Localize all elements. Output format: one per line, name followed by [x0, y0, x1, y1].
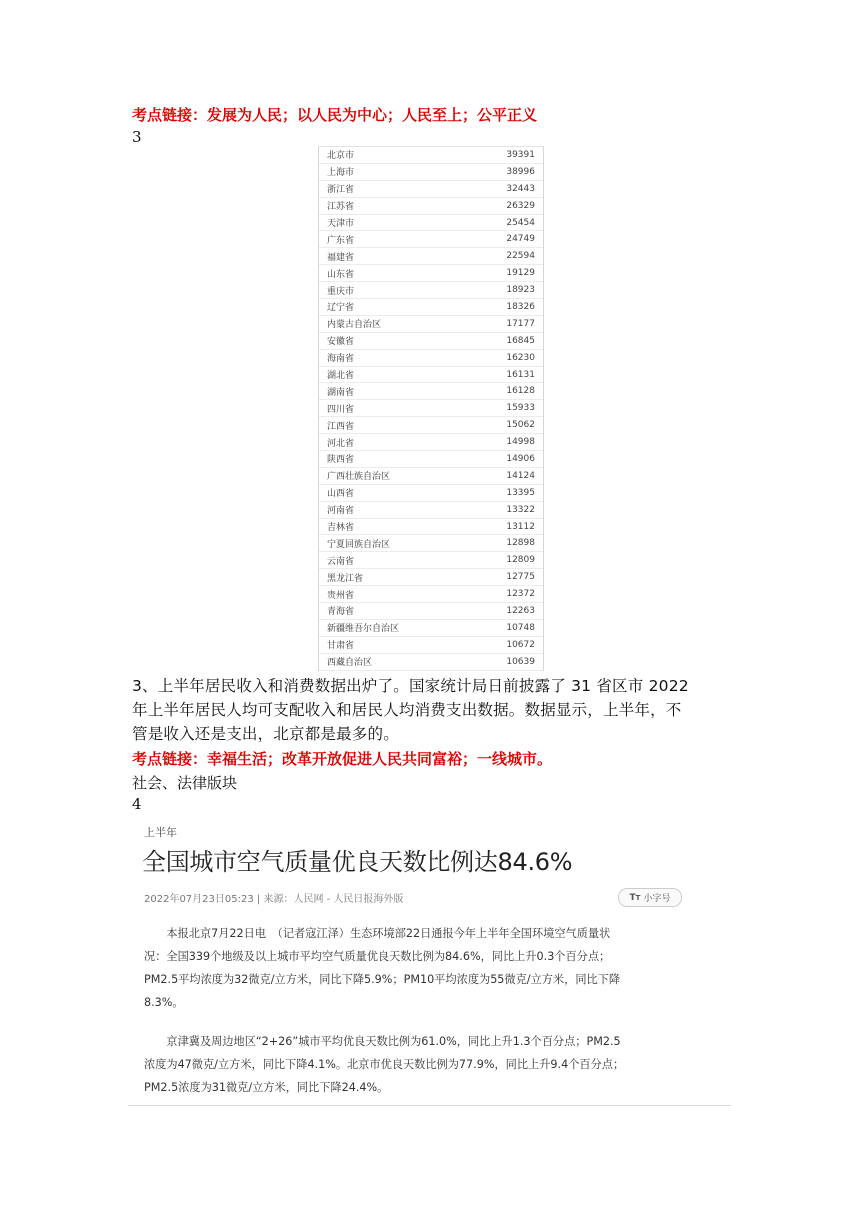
income-value: 24749	[506, 234, 535, 245]
income-value: 13395	[506, 487, 535, 498]
font-size-icon: TT	[629, 892, 641, 903]
table-row	[319, 383, 543, 400]
region-name: 湖北省	[327, 371, 355, 382]
table-row	[319, 164, 543, 181]
table-row	[319, 654, 543, 671]
news-p2-line: 京津冀及周边地区“2+26”城市平均优良天数比例为61.0%，同比上升1.3个百分点；PM2.5	[144, 1035, 621, 1048]
income-value: 15062	[506, 420, 535, 431]
table-row	[319, 215, 543, 232]
news-article-screenshot	[128, 818, 731, 1108]
paragraph-3-line-3: 管是收入还是支出，北京都是最多的。	[132, 725, 399, 743]
region-name: 贵州省	[327, 590, 355, 601]
table-row	[319, 569, 543, 586]
region-name: 陕西省	[327, 455, 355, 466]
income-value: 14906	[506, 453, 535, 464]
income-value: 16131	[506, 369, 535, 380]
table-row	[319, 282, 543, 299]
table-row	[319, 333, 543, 350]
region-name: 江苏省	[327, 202, 355, 213]
region-name: 内蒙古自治区	[327, 320, 382, 331]
region-name: 四川省	[327, 404, 355, 415]
table-row	[319, 519, 543, 536]
item-number-3: 3	[132, 128, 142, 146]
income-value: 19129	[506, 268, 535, 279]
region-name: 青海省	[327, 607, 355, 618]
income-value: 32443	[506, 183, 535, 194]
paragraph-3-line-2: 年上半年居民人均可支配收入和居民人均消费支出数据。数据显示，上半年，不	[132, 701, 682, 719]
news-paragraph-1	[144, 922, 704, 1014]
table-row	[319, 265, 543, 282]
income-value: 25454	[506, 217, 535, 228]
news-p1-line: 况：全国339个地级及以上城市平均空气质量优良天数比例为84.6%，同比上升0.3个百分点；	[144, 950, 611, 963]
news-bottom-divider	[128, 1105, 731, 1106]
region-name: 重庆市	[327, 286, 355, 297]
news-meta: 2022年07月23日05:23 | 来源：人民网 - 人民日报海外版	[144, 894, 404, 905]
income-value: 16845	[506, 335, 535, 346]
region-name: 吉林省	[327, 523, 355, 534]
news-headline: 全国城市空气质量优良天数比例达84.6%	[142, 848, 573, 876]
region-name: 甘肃省	[327, 641, 355, 652]
income-value: 10639	[506, 656, 535, 667]
table-row	[319, 552, 543, 569]
region-name: 海南省	[327, 354, 355, 365]
region-name: 湖南省	[327, 387, 355, 398]
news-p2-line: 浓度为47微克/立方米，同比下降4.1%。北京市优良天数比例为77.9%，同比上升9.4个百分点；	[144, 1058, 625, 1071]
region-name: 北京市	[327, 151, 355, 162]
table-row	[319, 535, 543, 552]
news-p1-line: PM2.5平均浓度为32微克/立方米，同比下降5.9%；PM10平均浓度为55微克/立方米，同比下降	[144, 973, 621, 986]
table-row	[319, 485, 543, 502]
region-name: 广东省	[327, 235, 355, 246]
table-row	[319, 231, 543, 248]
income-value: 14998	[506, 437, 535, 448]
exam-link-2: 考点链接：幸福生活；改革开放促进人民共同富裕；一线城市。	[132, 750, 553, 768]
news-p2-line: PM2.5浓度为31微克/立方米，同比下降24.4%。	[144, 1081, 389, 1094]
income-value: 39391	[506, 149, 535, 160]
table-row	[319, 299, 543, 316]
income-value: 10672	[506, 639, 535, 650]
table-row	[319, 350, 543, 367]
table-row	[319, 316, 543, 333]
income-value: 12372	[506, 589, 535, 600]
region-name: 辽宁省	[327, 303, 355, 314]
exam-link-1: 考点链接：发展为人民；以人民为中心；人民至上；公平正义	[132, 106, 538, 124]
income-value: 13112	[506, 521, 535, 532]
region-name: 山东省	[327, 269, 355, 280]
table-row	[319, 417, 543, 434]
table-row	[319, 502, 543, 519]
region-name: 宁夏回族自治区	[327, 539, 391, 550]
table-row	[319, 400, 543, 417]
income-value: 14124	[506, 470, 535, 481]
news-p1-line: 本报北京7月22日电 （记者寇江泽）生态环境部22日通报今年上半年全国环境空气质量状	[144, 927, 611, 940]
region-name: 新疆维吾尔自治区	[327, 624, 400, 635]
region-name: 天津市	[327, 219, 355, 229]
news-paragraph-2	[144, 1030, 704, 1099]
table-row	[319, 434, 543, 451]
font-size-button[interactable]	[618, 888, 682, 907]
table-row	[319, 248, 543, 265]
region-name: 广西壮族自治区	[327, 472, 391, 483]
income-value: 15933	[506, 403, 535, 414]
income-value: 12898	[506, 538, 535, 549]
income-value: 26329	[506, 200, 535, 211]
region-name: 福建省	[327, 252, 355, 263]
paragraph-3-line-1: 3、上半年居民收入和消费数据出炉了。国家统计局日前披露了 31 省区市 2022	[132, 677, 689, 695]
income-value: 16230	[506, 352, 535, 363]
region-name: 上海市	[327, 168, 355, 179]
income-value: 22594	[506, 251, 535, 262]
income-value: 13322	[506, 504, 535, 515]
income-value: 12775	[506, 572, 535, 583]
income-value: 12809	[506, 555, 535, 566]
news-p1-line: 8.3%。	[144, 996, 184, 1009]
income-value: 16128	[506, 386, 535, 397]
income-value: 10748	[506, 622, 535, 633]
table-row	[319, 620, 543, 637]
table-row	[319, 367, 543, 384]
table-row	[319, 637, 543, 654]
region-name: 山西省	[327, 489, 355, 500]
region-name: 黑龙江省	[327, 573, 364, 584]
news-kicker: 上半年	[144, 826, 177, 839]
table-row	[319, 198, 543, 215]
region-name: 西藏自治区	[327, 658, 373, 669]
income-value: 17177	[506, 318, 535, 329]
region-name: 浙江省	[327, 185, 355, 196]
region-name: 云南省	[327, 556, 355, 567]
income-value: 38996	[506, 166, 535, 177]
table-row	[319, 181, 543, 198]
income-value: 18923	[506, 285, 535, 296]
item-number-4: 4	[132, 795, 142, 813]
section-heading: 社会、法律版块	[132, 774, 238, 792]
table-row	[319, 603, 543, 620]
table-row	[319, 586, 543, 603]
table-row	[319, 451, 543, 468]
table-row	[319, 468, 543, 485]
table-row	[319, 147, 543, 164]
income-value: 18326	[506, 301, 535, 312]
region-name: 河南省	[327, 506, 355, 517]
income-table	[318, 146, 544, 671]
font-size-label: 小字号	[643, 894, 671, 904]
income-value: 12263	[506, 605, 535, 616]
region-name: 河北省	[327, 438, 355, 449]
region-name: 安徽省	[327, 337, 355, 348]
region-name: 江西省	[327, 421, 355, 432]
